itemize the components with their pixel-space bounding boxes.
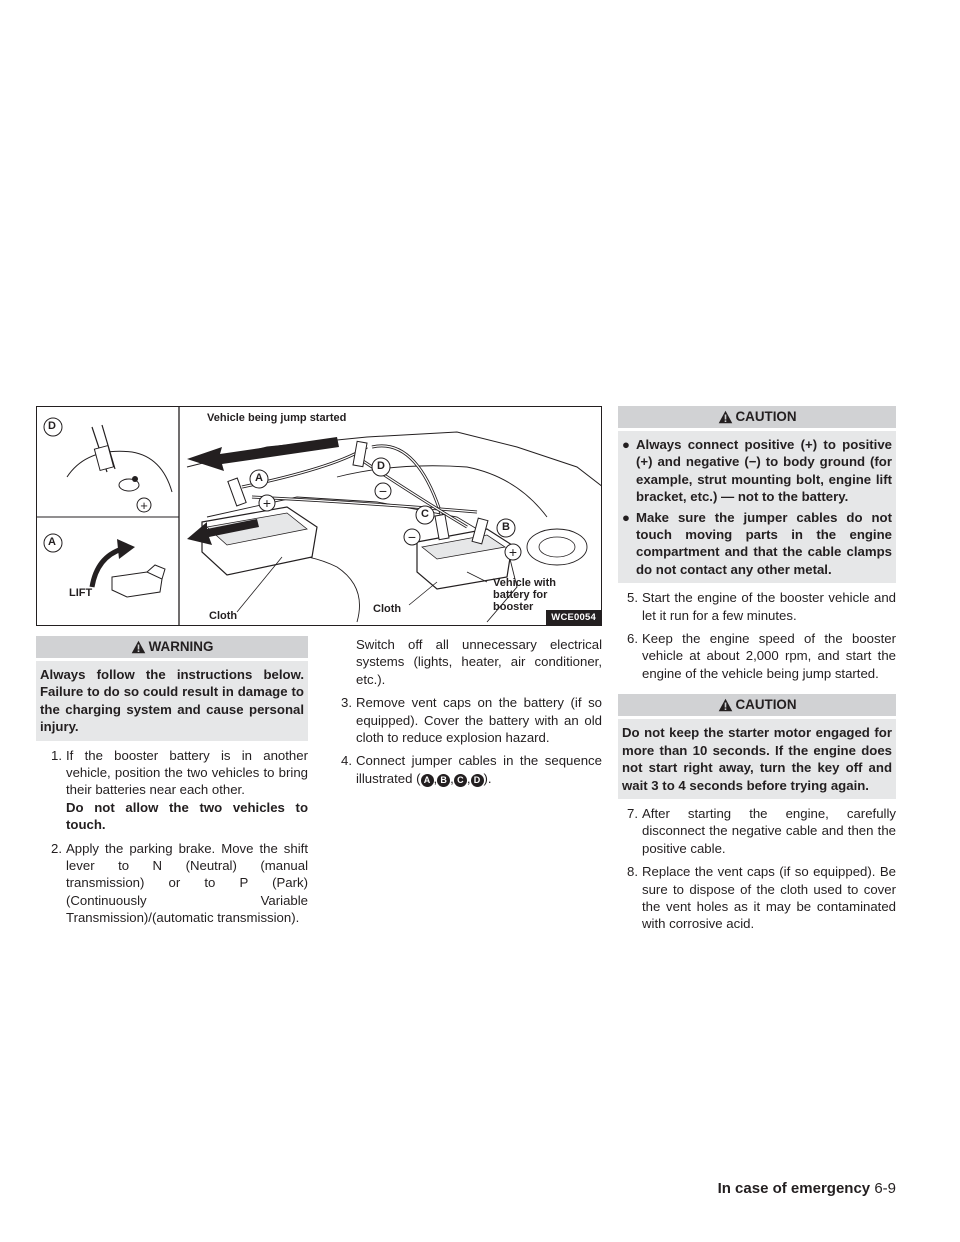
step-4 [326,752,602,787]
step-8 [618,863,896,933]
section-name: In case of emergency [717,1180,871,1197]
label-c: C [421,508,429,520]
step-6-number: 6. [627,631,638,647]
svg-text:−: − [378,483,388,499]
inset-label-d: D [48,420,56,432]
separator-2: , [450,770,454,786]
separator-1: , [433,770,438,786]
step-5 [618,589,896,624]
separator-3: , [466,770,471,786]
booster-label [493,577,556,613]
page-number: 6-9 [874,1180,896,1197]
step-4-intro: Connect jumper cables in the sequence illustrated ( [356,753,602,786]
step-3-number: 3. [341,695,352,711]
cloth-label-left: Cloth [209,610,238,622]
step-3 [326,694,602,746]
cloth-label-right: Cloth [373,603,402,615]
bullet-icon: ● [622,437,630,452]
caution-2-header [618,694,896,716]
label-b: B [502,521,510,533]
caution-1-body [618,431,896,583]
inset-label-a: A [48,536,56,548]
step-3-text: Remove vent caps on the battery (if so equipped). Cover the battery with an old cloth to reduce explosion hazard. [356,695,602,746]
step-4-end: ). [483,770,492,786]
svg-text:+: + [262,495,272,511]
bullet-icon: ● [622,509,630,525]
caution-1-header [618,406,896,428]
booster-line-3: booster [493,601,534,613]
caution-1-bullet-1-text: Always connect positive (+) to positive (+) and negative (−) to body ground (for example, strut mounting bolt, engine lift bracket, etc.) — not to the battery. [636,437,892,505]
step-6 [618,630,896,682]
warning-header [36,636,308,658]
caution-2-body: Do not keep the starter motor engaged for more than 10 seconds. If the engine does not start right away, turn the key off and wait 3 to 4 seconds before trying again. [618,719,896,799]
step-4-text [356,752,602,787]
step-5-text: Start the engine of the booster vehicle and let it run for a few minutes. [642,590,896,623]
step-1-text: If the booster battery is in another vehicle, position the two vehicles to bring their batteries near each other. [66,747,308,798]
warning-icon [131,640,146,654]
step-4-number: 4. [341,753,352,769]
booster-line-2: battery for [493,589,548,601]
step-8-text: Replace the vent caps (if so equipped). Be sure to dispose of the cloth used to cover the vent holes as it may be contaminated with corrosive acid. [642,864,896,932]
middle-column [326,636,602,787]
sequence-c-icon: C [454,774,467,787]
label-d: D [377,460,385,472]
step-7-number: 7. [627,805,638,821]
step-8-number: 8. [627,864,638,880]
step-6-text: Keep the engine speed of the booster vehicle at about 2,000 rpm, and start the engine of the vehicle being jump started. [642,631,896,681]
right-column [618,406,896,933]
svg-text:−: − [407,529,417,545]
sequence-b-icon: B [437,774,450,787]
caution-icon [718,410,733,424]
step-5-number: 5. [627,590,638,606]
caution-1-bullet-1 [622,436,892,506]
left-column [36,636,308,927]
sequence-a-icon: A [421,774,434,787]
caution-1-bullet-2 [622,509,892,579]
step-2 [36,840,308,927]
step-2-continued [326,636,602,688]
figure-code: WCE0054 [546,610,601,625]
caution-1-title: CAUTION [735,409,797,424]
step-7-text: After starting the engine, carefully disconnect the negative cable and then the positive cable. [642,805,896,856]
step-2-text: Apply the parking brake. Move the shift lever to N (Neutral) (manual transmission) or to P (Park) (Continuously Variable Transmission)/(automatic transmission). [66,840,308,926]
jump-start-illustration [36,406,602,626]
step-7 [618,805,896,857]
caution-icon [718,698,733,712]
vehicle-jump-label: Vehicle being jump started [207,412,347,424]
step-1 [36,747,308,834]
step-2-continued-text: Switch off all unnecessary electrical systems (lights, heater, air conditioner, etc.). [356,637,602,687]
booster-line-1: Vehicle with [493,577,556,589]
warning-body: Always follow the instructions below. Failure to do so could result in damage to the charging system and cause personal injury. [36,661,308,741]
step-2-number: 2. [51,840,62,856]
svg-text:+: + [140,498,148,513]
step-1-number: 1. [51,747,62,763]
step-1-emphasis: Do not allow the two vehicles to touch. [66,799,308,833]
sequence-d-icon: D [471,774,484,787]
caution-2-title: CAUTION [735,697,797,713]
lift-label: LIFT [69,587,93,599]
warning-title: WARNING [148,639,214,654]
label-a: A [255,472,263,484]
page-footer [700,1180,896,1197]
caution-1-bullet-2-text: Make sure the jumper cables do not touch moving parts in the engine compartment and that the cable clamps do not contact any other metal. [636,509,892,577]
svg-text:+: + [508,544,518,560]
